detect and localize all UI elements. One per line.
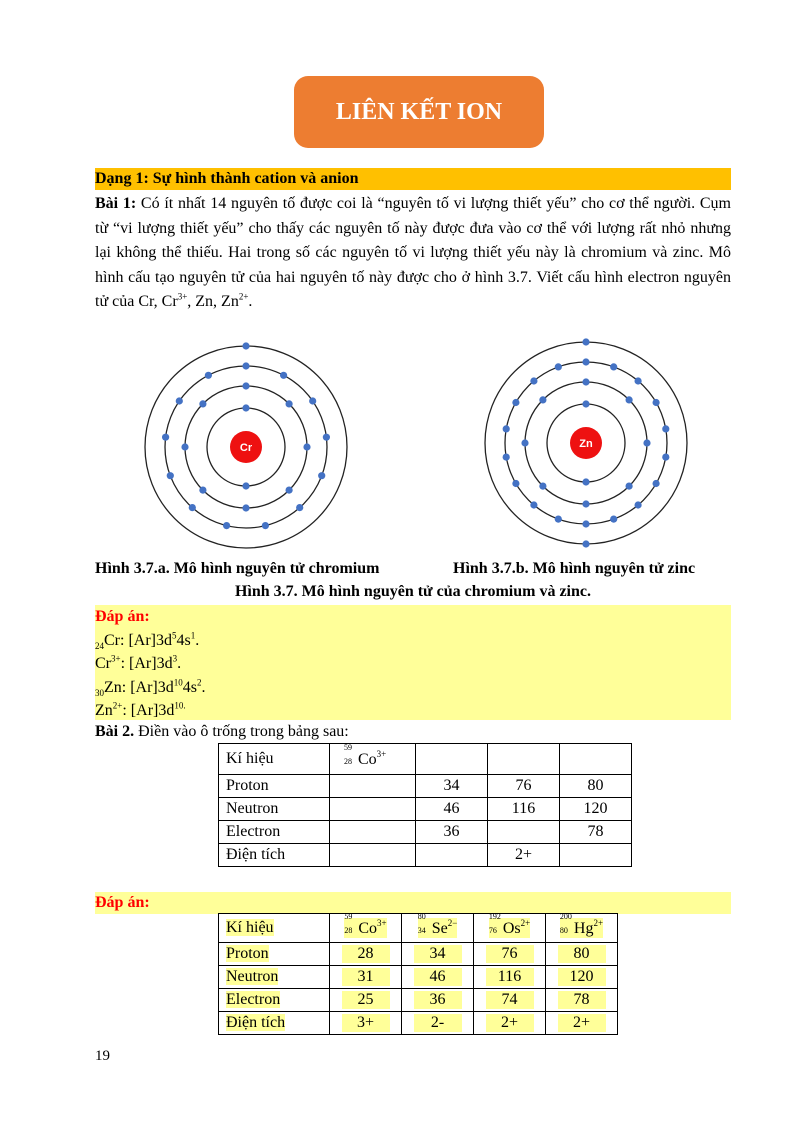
zn-electron [582, 520, 589, 527]
cr-electron [318, 472, 325, 479]
table-header-row [219, 744, 632, 775]
zn-electron [582, 478, 589, 485]
zn-electron [582, 400, 589, 407]
zn-electron [512, 399, 519, 406]
table-cell: 25 [330, 989, 402, 1012]
table-cell [330, 844, 416, 867]
zn-electron [643, 439, 650, 446]
table-cell: 2- [402, 1012, 474, 1035]
table-cell [330, 775, 416, 798]
answer-line-zn2: $Zn^{2+}$: $[Ar]3d^{10.}$ [95, 700, 186, 719]
zn-electron [539, 483, 546, 490]
cr-electron [280, 372, 287, 379]
table-cell: 78 [560, 821, 632, 844]
exercise-2-text: Bài 2. Điền vào ô trống trong bảng sau: [95, 723, 349, 740]
zn-electron [582, 540, 589, 547]
zn-electron [555, 363, 562, 370]
exercise-1-text: Bài 1: Có ít nhất 14 nguyên tố được coi là “nguyên tố vi lượng thiết yếu” cho cơ thể người. Cụm từ “vi lượng thiết yếu” cho thấy các nguyên tố này được đưa vào cơ thể với lượng rất nhỏ nhưng lại không thể thiếu. Hai trong số các nguyên tố vi lượng thiết yếu này là chromium và zinc. Mô hình cấu tạo nguyên tử của hai nguyên tố này được cho ở hình 3.7. Viết cấu hình electron nguyên tử của Cr, $Cr^{3+}$, Zn, $Zn^{2+}$. [95, 195, 732, 311]
table-cell: 2+ [474, 1012, 546, 1035]
table-cell [474, 914, 546, 943]
table-row [219, 989, 618, 1012]
table-cell: 120 [546, 966, 618, 989]
table-header-label: Kí hiệu [219, 914, 330, 943]
zn-electron [610, 516, 617, 523]
cr-electron [181, 443, 188, 450]
cr-electron [176, 397, 183, 404]
caption-chromium: Hình 3.7.a. Mô hình nguyên tử chromium [95, 560, 380, 577]
zn-electron [635, 501, 642, 508]
section-heading: Dạng 1: Sự hình thành cation và anion [95, 168, 731, 190]
table-cell [330, 798, 416, 821]
exercise-2-label: Bài 2. [95, 723, 135, 740]
table-row [219, 798, 632, 821]
zn-electron [530, 377, 537, 384]
answer-1 [95, 605, 731, 720]
table-cell [416, 844, 488, 867]
answer-2-table [218, 913, 618, 1035]
cr-electron [242, 504, 249, 511]
ion-symbol: 192 76 $Os^{2+}$ [488, 912, 531, 937]
row-label: Điện tích [219, 844, 330, 867]
table-cell: 76 [488, 775, 560, 798]
answer-2 [95, 892, 731, 914]
table-cell [560, 744, 632, 775]
ion-symbol: 59 28 $Co^{3+}$ [344, 912, 387, 937]
zn-electron [512, 480, 519, 487]
cr-electron [242, 362, 249, 369]
zn-electron [662, 454, 669, 461]
atom-models-figure [0, 330, 800, 555]
table-cell [330, 744, 416, 775]
cr-electron [189, 504, 196, 511]
cr-electron [303, 443, 310, 450]
table-cell: 78 [546, 989, 618, 1012]
table-cell: 34 [416, 775, 488, 798]
table-cell [560, 844, 632, 867]
ion-symbol: 80 34 $Se^{2-}$ [417, 912, 458, 937]
table-cell [488, 744, 560, 775]
table-header-row [219, 914, 618, 943]
zinc-atom-model [485, 338, 687, 547]
table-row [219, 821, 632, 844]
answer-line-cr3: $Cr^{3+}$: $[Ar]3d^3$. [95, 653, 182, 672]
row-label: Proton [219, 943, 330, 966]
caption-zinc: Hình 3.7.b. Mô hình nguyên tử zinc [453, 560, 696, 577]
zn-electron [582, 378, 589, 385]
answer-line-cr: $_{24}$Cr: $[Ar]3d^54s^1$. [95, 630, 200, 651]
zn-electron [582, 358, 589, 365]
table-cell [330, 914, 402, 943]
table-cell [416, 744, 488, 775]
cr-electron [205, 372, 212, 379]
table-cell: 2+ [488, 844, 560, 867]
zn-electron [539, 396, 546, 403]
zn-electron [653, 480, 660, 487]
answer-label: Đáp án: [95, 608, 150, 625]
cr-electron [199, 400, 206, 407]
row-label: Neutron [219, 966, 330, 989]
table-cell: 34 [402, 943, 474, 966]
table-cell: 36 [402, 989, 474, 1012]
zn-electron [653, 399, 660, 406]
zn-electron [610, 363, 617, 370]
cr-electron [199, 487, 206, 494]
zn-electron [503, 454, 510, 461]
answer-label: Đáp án: [95, 894, 150, 911]
zn-electron [555, 516, 562, 523]
table-cell: 28 [330, 943, 402, 966]
cr-electron [286, 400, 293, 407]
table-row [219, 943, 618, 966]
answer-line-zn: $_{30}$Zn: $[Ar]3d^{10}4s^2$. [95, 677, 206, 698]
table-cell [546, 914, 618, 943]
ion-symbol: 59 28 $Co^{3+}$ [344, 743, 387, 768]
page-title: LIÊN KẾT ION [294, 76, 544, 148]
zn-electron [662, 425, 669, 432]
cr-electron [262, 522, 269, 529]
cr-electron [323, 434, 330, 441]
zn-electron [521, 439, 528, 446]
cr-electron [309, 397, 316, 404]
table-cell [402, 914, 474, 943]
row-label: Proton [219, 775, 330, 798]
exercise-2-table [218, 743, 632, 867]
row-label: Neutron [219, 798, 330, 821]
cr-electron [242, 404, 249, 411]
row-label: Electron [219, 821, 330, 844]
table-cell: 116 [474, 966, 546, 989]
cr-electron [242, 382, 249, 389]
cr-electron [286, 487, 293, 494]
table-cell [330, 821, 416, 844]
row-label: Điện tích [219, 1012, 330, 1035]
table-cell: 46 [402, 966, 474, 989]
table-cell: 3+ [330, 1012, 402, 1035]
table-cell: 36 [416, 821, 488, 844]
table-cell: 120 [560, 798, 632, 821]
table-cell [488, 821, 560, 844]
zn-electron [582, 338, 589, 345]
table-cell: 80 [560, 775, 632, 798]
table-cell: 46 [416, 798, 488, 821]
cr-electron [296, 504, 303, 511]
caption-figure-3-7: Hình 3.7. Mô hình nguyên tử của chromium và zinc. [234, 583, 591, 600]
zn-electron [635, 377, 642, 384]
cr-electron [223, 522, 230, 529]
table-cell: 80 [546, 943, 618, 966]
cr-electron [167, 472, 174, 479]
zn-electron [530, 501, 537, 508]
cr-nucleus-label: Cr [239, 442, 253, 454]
table-cell: 2+ [546, 1012, 618, 1035]
ion-symbol: 200 80 $Hg^{2+}$ [559, 912, 604, 937]
table-row [219, 844, 632, 867]
table-header-label: Kí hiệu [219, 744, 330, 775]
table-cell: 116 [488, 798, 560, 821]
table-row [219, 1012, 618, 1035]
zn-electron [503, 425, 510, 432]
cr-electron [242, 482, 249, 489]
table-cell: 31 [330, 966, 402, 989]
cr-electron [162, 434, 169, 441]
zn-electron [626, 483, 633, 490]
zn-electron [626, 396, 633, 403]
table-row [219, 775, 632, 798]
zn-nucleus-label: Zn [579, 438, 593, 450]
table-cell: 74 [474, 989, 546, 1012]
zn-electron [582, 500, 589, 507]
chromium-atom-model [145, 342, 347, 548]
page-number: 19 [95, 1048, 110, 1064]
table-row [219, 966, 618, 989]
row-label: Electron [219, 989, 330, 1012]
table-cell: 76 [474, 943, 546, 966]
cr-electron [242, 342, 249, 349]
exercise-1-label: Bài 1: [95, 195, 137, 212]
